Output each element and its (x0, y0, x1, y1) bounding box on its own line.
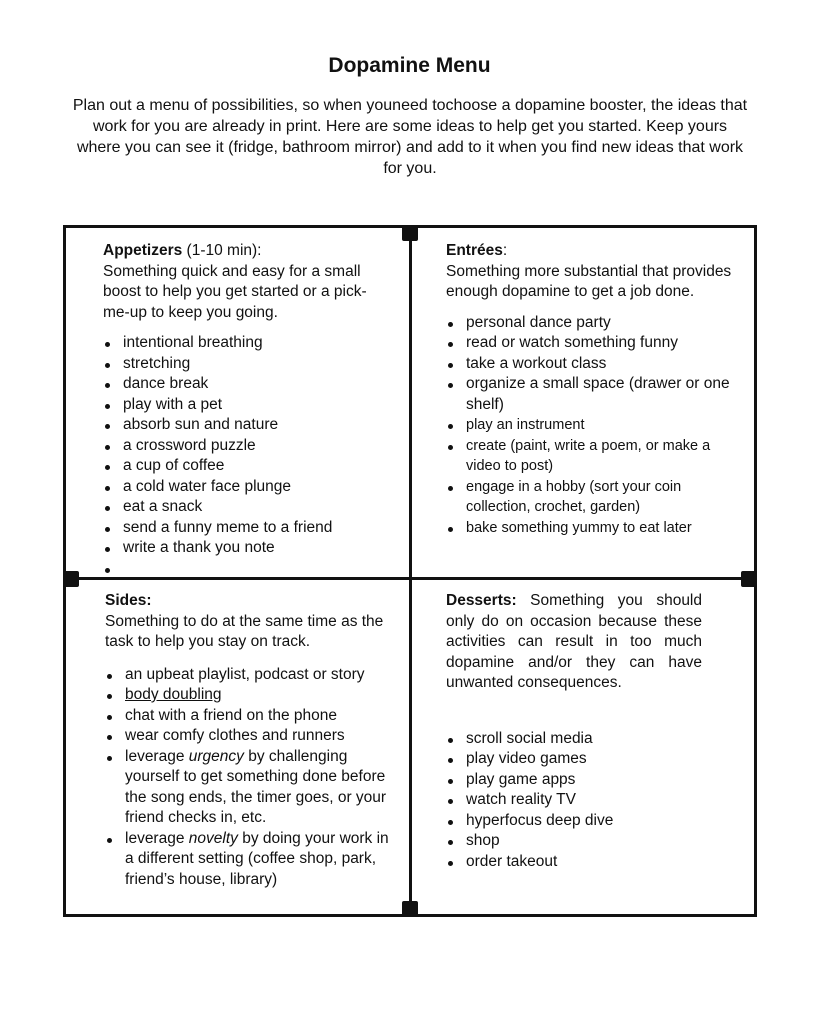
entrees-heading-line (446, 241, 736, 262)
list-item: order takeout (446, 852, 702, 873)
sides-section (105, 591, 397, 890)
list-item: a cup of coffee (103, 456, 393, 477)
sides-heading: Sides: (105, 592, 152, 609)
desserts-intro (446, 591, 702, 694)
entrees-list (446, 313, 736, 539)
entrees-heading: Entrées (446, 242, 503, 259)
list-item: intentional breathing (103, 333, 393, 354)
list-item: play with a pet (103, 395, 393, 416)
entrees-description: Something more substantial that provides enough dopamine to get a job done. (446, 262, 732, 300)
divider-knob-left (63, 571, 79, 587)
list-item: an upbeat playlist, podcast or story (105, 665, 397, 686)
entrees-section (446, 241, 736, 538)
sides-heading-line (105, 591, 397, 612)
novelty-post: by doing your work in a different setting (coffee shop, park, friend’s house, library) (125, 829, 389, 888)
list-item: organize a small space (drawer or one shelf) (446, 374, 736, 415)
list-item: wear comfy clothes and runners (105, 726, 397, 747)
list-item: play game apps (446, 770, 702, 791)
empty-list-item (103, 559, 393, 580)
list-item: watch reality TV (446, 790, 702, 811)
novelty-pre: leverage (125, 829, 189, 847)
appetizers-time: (1-10 min): (182, 242, 262, 259)
list-item: create (paint, write a poem, or make a video to post) (446, 436, 736, 477)
desserts-description: Something you should only do on occasion because these activities can result in too much dopamine and/or they can have unwanted consequences. (446, 592, 702, 691)
appetizers-heading-line (103, 241, 393, 262)
divider-knob-right (741, 571, 757, 587)
list-item: engage in a hobby (sort your coin collection, crochet, garden) (446, 477, 736, 518)
list-item: play video games (446, 749, 702, 770)
urgency-pre: leverage (125, 747, 189, 765)
list-item: scroll social media (446, 729, 702, 750)
entrees-colon: : (502, 242, 508, 259)
page-title: Dopamine Menu (328, 54, 491, 77)
urgency-post: by challenging yourself to get something done before the song ends, the timer goes, or your friend checks in, etc. (125, 747, 387, 826)
list-item: hyperfocus deep dive (446, 811, 702, 832)
list-item: bake something yummy to eat later (446, 518, 736, 539)
list-item: a crossword puzzle (103, 436, 393, 457)
novelty-em: novelty (188, 829, 238, 847)
desserts-heading: Desserts: (446, 592, 517, 609)
list-item: dance break (103, 374, 393, 395)
list-item: write a thank you note (103, 538, 393, 559)
list-item: shop (446, 831, 702, 852)
list-item: body doubling (105, 685, 397, 706)
appetizers-section (103, 241, 393, 579)
sides-description: Something to do at the same time as the task to help you stay on track. (105, 612, 384, 650)
list-item: read or watch something funny (446, 333, 736, 354)
list-item: send a funny meme to a friend (103, 518, 393, 539)
list-item: eat a snack (103, 497, 393, 518)
appetizers-heading: Appetizers (103, 242, 183, 259)
appetizers-description: Something quick and easy for a small boost to help you get started or a pick-me-up to keep you going. (103, 262, 367, 321)
list-item: absorb sun and nature (103, 415, 393, 436)
vertical-divider (409, 225, 412, 917)
list-item: take a workout class (446, 354, 736, 375)
desserts-list (446, 729, 702, 873)
list-item: personal dance party (446, 313, 736, 334)
list-item: chat with a friend on the phone (105, 706, 397, 727)
list-item-novelty (105, 829, 397, 891)
list-item: a cold water face plunge (103, 477, 393, 498)
list-item: stretching (103, 354, 393, 375)
sides-list (105, 665, 397, 891)
desserts-section (446, 591, 702, 872)
urgency-em: urgency (188, 747, 244, 765)
list-item-urgency (105, 747, 397, 829)
divider-knob-bottom (402, 901, 418, 917)
intro-paragraph: Plan out a menu of possibilities, so when youneed tochoose a dopamine booster, the ideas that work for you are already in print. Here are some ideas to help get you started. Keep yours where you can see it (fridge, bathroom mirror) and add to it when you find new ideas that work for you. (72, 97, 748, 177)
list-item: play an instrument (446, 415, 736, 436)
divider-knob-top (402, 225, 418, 241)
appetizers-list (103, 333, 393, 579)
